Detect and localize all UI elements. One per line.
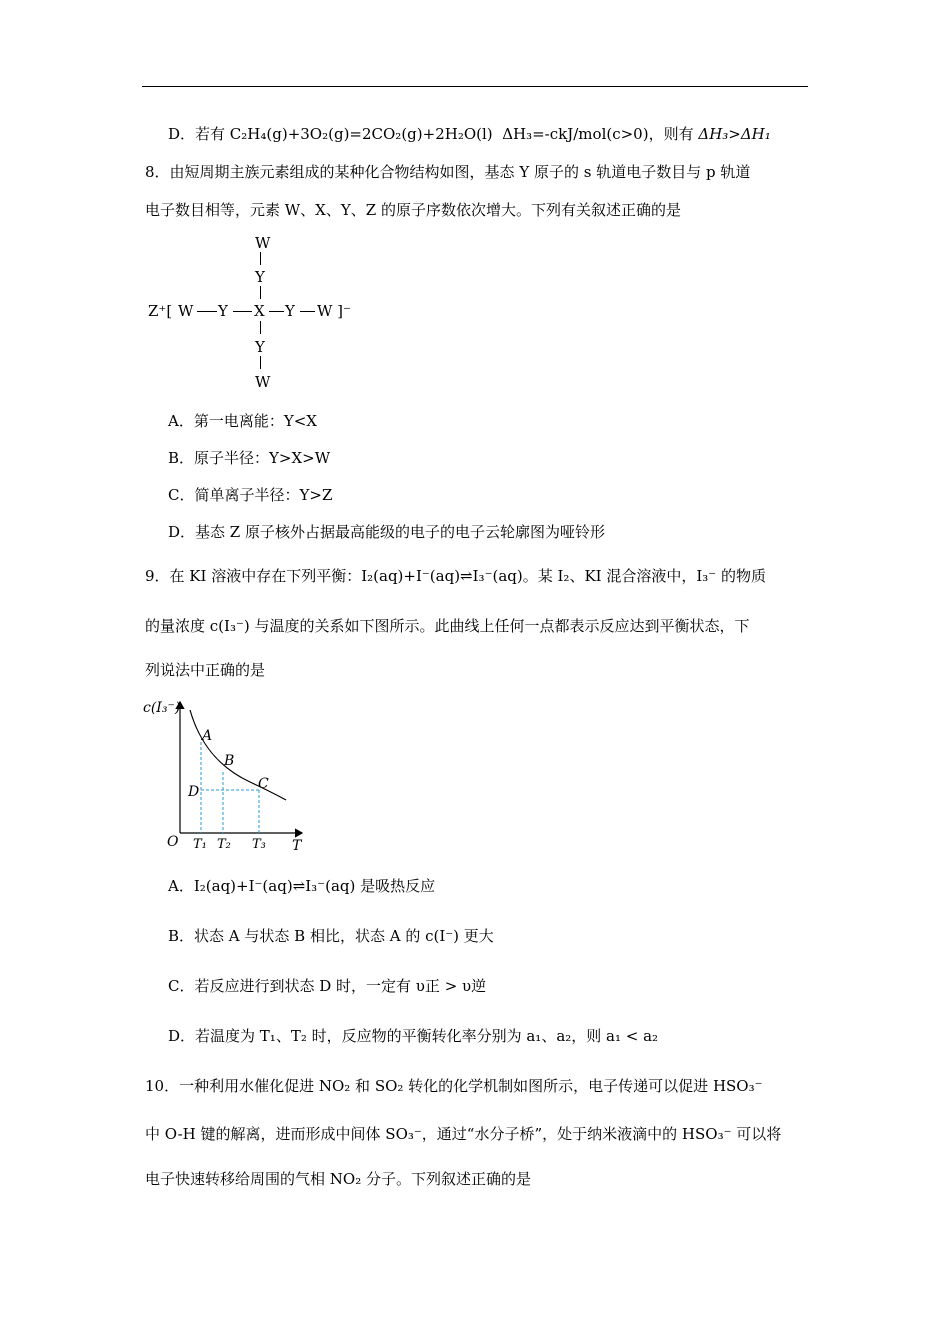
tick-t2: T₂ [217, 837, 231, 852]
struct-w-bottom: W [255, 373, 271, 391]
point-a: A [202, 728, 213, 744]
q8-option-c: C．简单离子半径：Y>Z [168, 486, 333, 504]
q8-stem-line1: 8．由短周期主族元素组成的某种化合物结构如图，基态 Y 原子的 s 轨道电子数目与 p 轨道 [145, 163, 751, 181]
q7-d-dh: ΔH₃=-ckJ/mol(c>0) [502, 125, 649, 143]
q9-graph [140, 690, 315, 855]
q8-structure-diagram [145, 232, 365, 397]
tick-t1: T₁ [193, 837, 207, 852]
struct-y-bottom: Y [255, 338, 265, 356]
q9-stem-line3: 列说法中正确的是 [145, 661, 266, 679]
q8-option-d: D．基态 Z 原子核外占据最高能级的电子的电子云轮廓图为哑铃形 [168, 523, 605, 541]
header-rule [142, 86, 808, 87]
struct-y-top: Y [255, 268, 265, 286]
struct-y-left: Y [218, 302, 228, 320]
point-d: D [188, 784, 200, 800]
graph-origin: O [167, 834, 179, 850]
q7-d-result: ΔH₃>ΔH₁ [698, 125, 771, 143]
q7-d-then: ，则有 [648, 125, 699, 143]
point-b: B [224, 753, 235, 769]
q7-d-label: D．若有 [168, 125, 230, 143]
q9-stem-line2: 的量浓度 c(I₃⁻) 与温度的关系如下图所示。此曲线上任何一点都表示反应达到平衡状态，下 [145, 617, 750, 635]
struct-y-right: Y [285, 302, 295, 320]
q8-option-b: B．原子半径：Y>X>W [168, 449, 331, 467]
q10-stem-line1: 10．一种利用水催化促进 NO₂ 和 SO₂ 转化的化学机制如图所示，电子传递可以促进 HSO₃⁻ [145, 1077, 763, 1095]
q9-stem-line1: 9．在 KI 溶液中存在下列平衡：I₂(aq)+I⁻(aq)⇌I₃⁻(aq)。某 I₂、KI 混合溶液中，I₃⁻ 的物质 [145, 567, 766, 585]
equilibrium-curve [190, 710, 286, 800]
struct-w-top: W [255, 234, 271, 252]
q9-option-a: A．I₂(aq)+I⁻(aq)⇌I₃⁻(aq) 是吸热反应 [168, 877, 436, 895]
graph-xlabel: T [292, 838, 302, 854]
q10-stem-line2: 中 O-H 键的解离，进而形成中间体 SO₃⁻，通过“水分子桥”，处于纳米液滴中的 HSO₃⁻ 可以将 [145, 1125, 782, 1143]
q8-stem-line2: 电子数目相等，元素 W、X、Y、Z 的原子序数依次增大。下列有关叙述正确的是 [145, 201, 681, 219]
struct-z-cation: Z⁺[ [148, 302, 173, 320]
q9-option-d: D．若温度为 T₁、T₂ 时，反应物的平衡转化率分别为 a₁、a₂，则 a₁ < a₂ [168, 1027, 659, 1045]
graph-ylabel: c(I₃⁻) [143, 700, 181, 716]
q8-option-a: A．第一电离能：Y<X [168, 412, 317, 430]
q7-d-formula: C₂H₄(g)+3O₂(g)=2CO₂(g)+2H₂O(l) [229, 125, 493, 143]
struct-w-right: W ]⁻ [317, 302, 351, 320]
q10-stem-line3: 电子快速转移给周围的气相 NO₂ 分子。下列叙述正确的是 [145, 1170, 531, 1188]
q7-option-d [168, 124, 771, 144]
struct-w-left: W [178, 302, 194, 320]
struct-x-center: X [254, 302, 265, 320]
point-c: C [258, 776, 269, 792]
q9-option-b: B．状态 A 与状态 B 相比，状态 A 的 c(I⁻) 更大 [168, 927, 494, 945]
q9-option-c: C．若反应进行到状态 D 时，一定有 υ正 > υ逆 [168, 977, 487, 995]
tick-t3: T₃ [252, 837, 266, 852]
